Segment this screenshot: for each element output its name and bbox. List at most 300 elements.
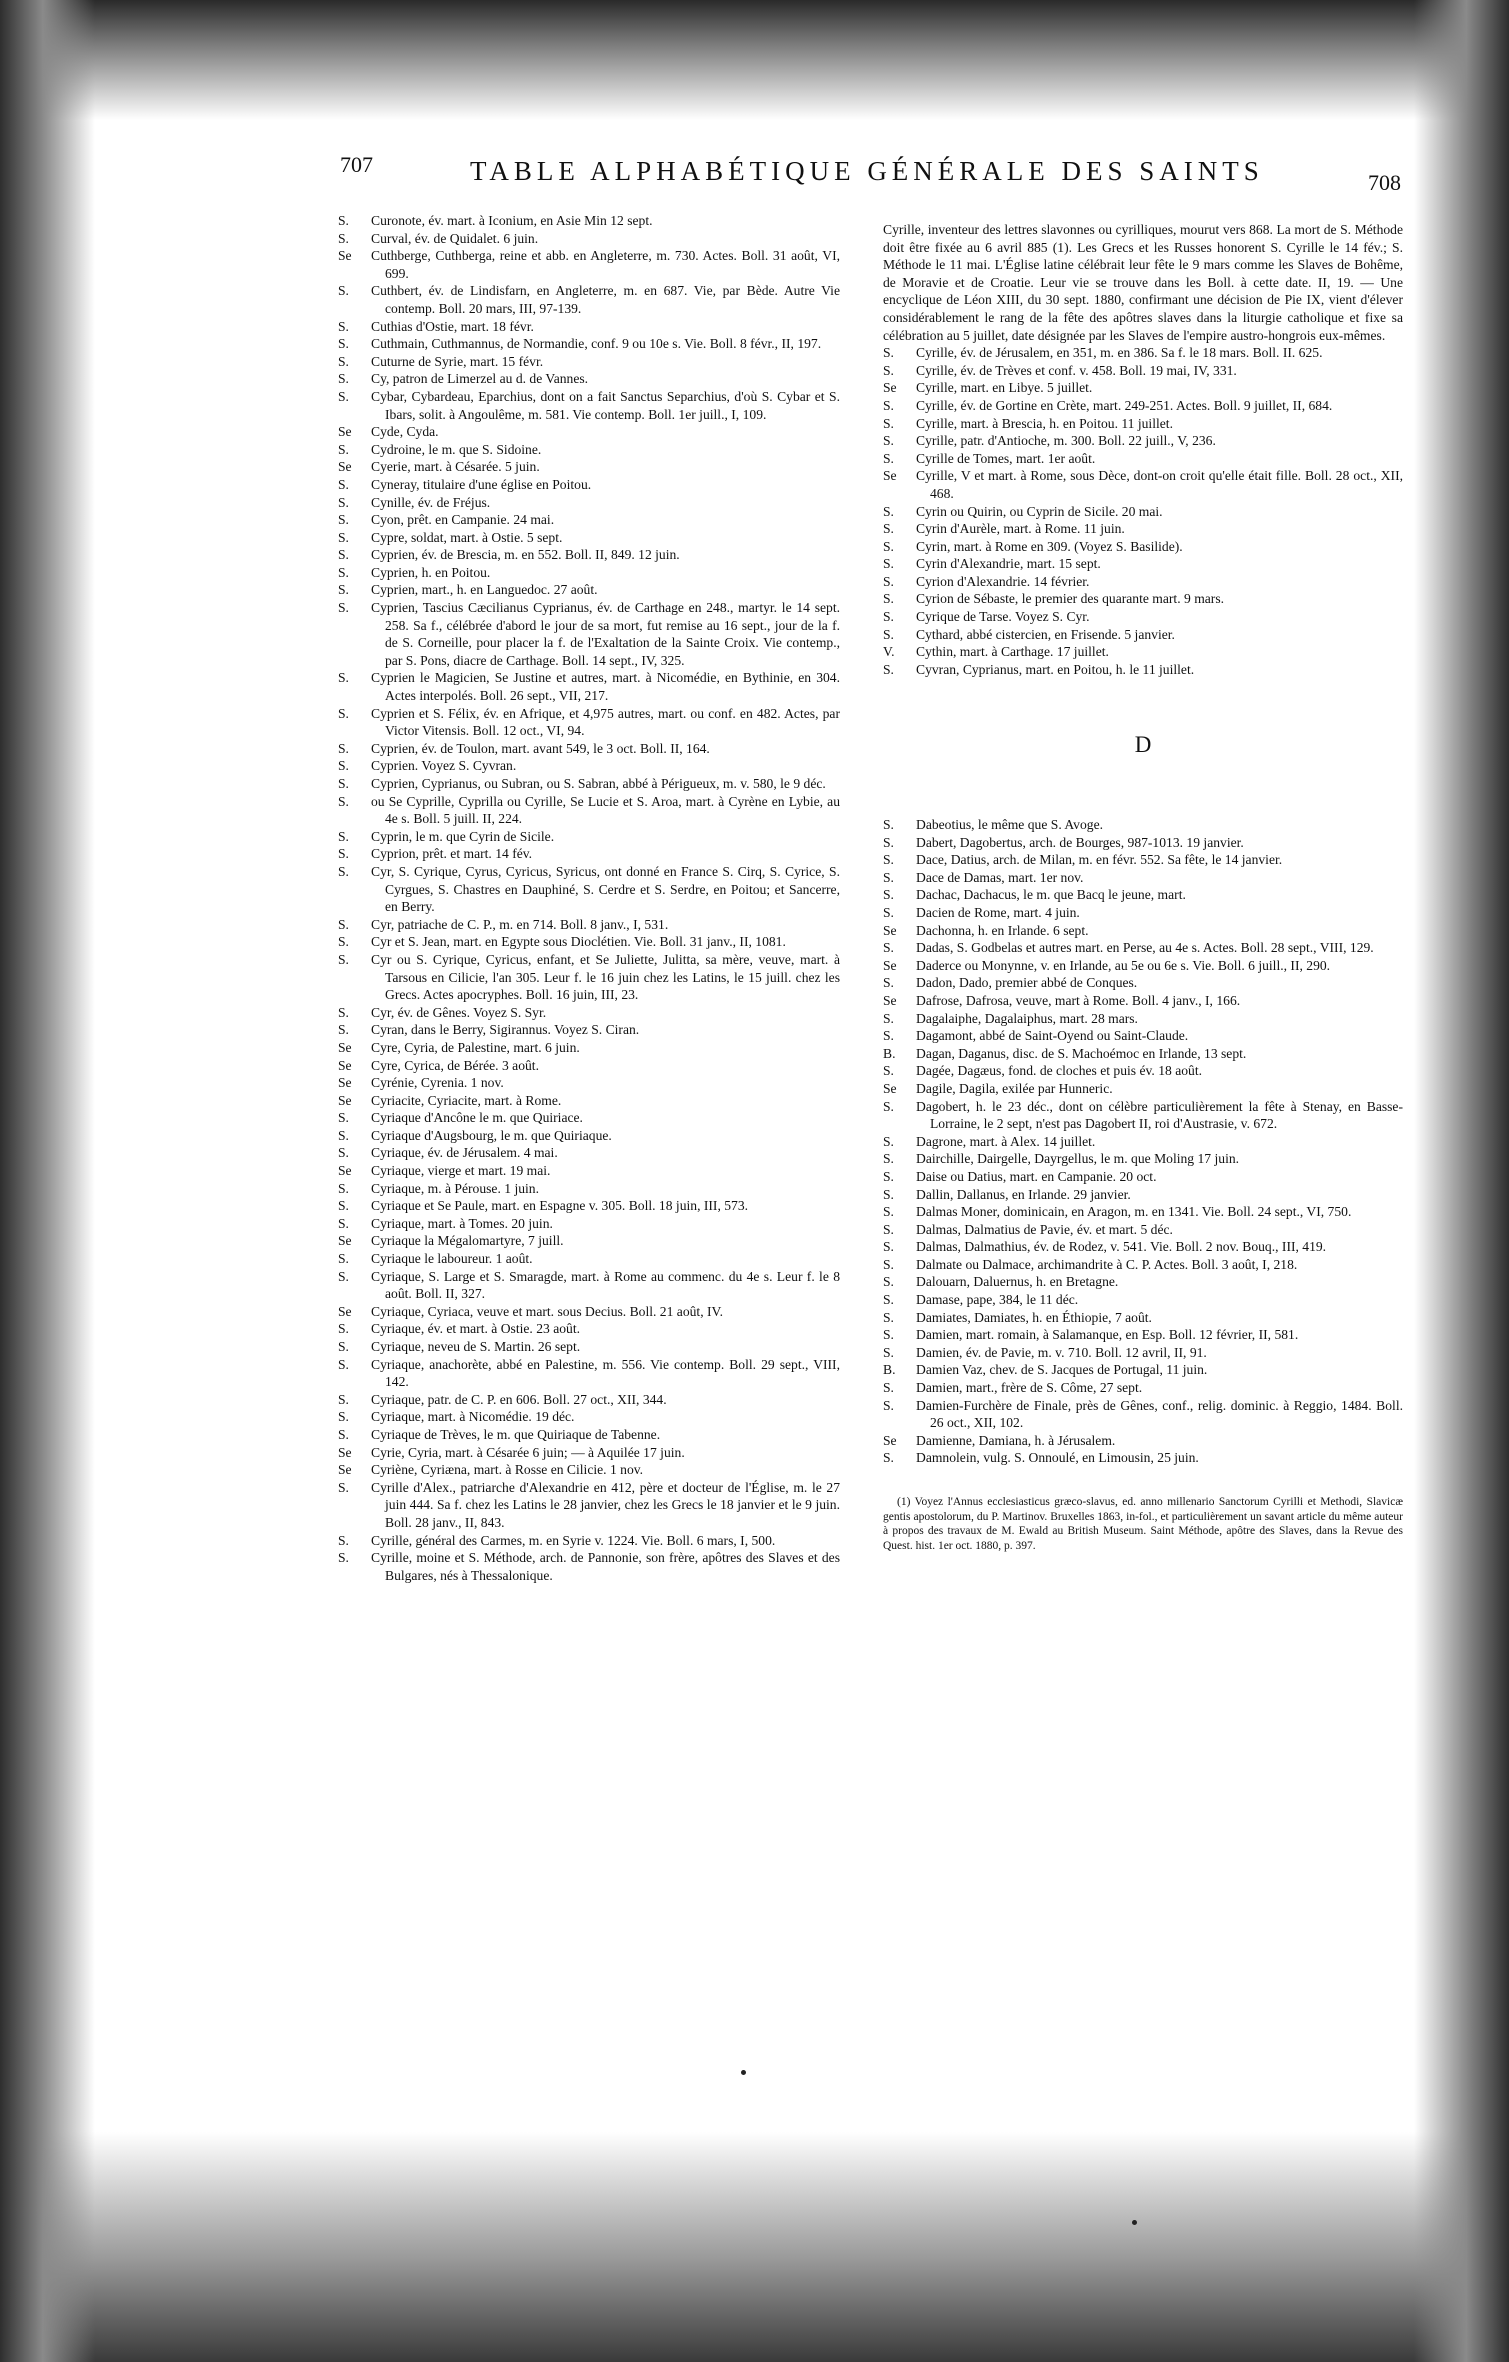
index-entry <box>338 458 840 476</box>
entry-text: Cyrille, général des Carmes, m. en Syrie v. 1224. Vie. Boll. 6 mars, I, 500. <box>371 1532 776 1548</box>
section-letter-d: D <box>1134 732 1152 758</box>
index-entry <box>338 1180 840 1198</box>
entry-prefix: S. <box>883 345 894 361</box>
entry-text: Cyriaque, S. Large et S. Smaragde, mart. à Rome au commenc. du 4e s. Leur f. le 8 août. Boll. II, 327. <box>371 1268 840 1302</box>
entry-prefix: S. <box>883 852 894 868</box>
entry-text: Cyprien. Voyez S. Cyvran. <box>371 758 517 774</box>
entry-prefix: S. <box>883 1168 894 1184</box>
index-entry <box>338 1144 840 1162</box>
entry-prefix: S. <box>883 834 894 850</box>
entry-text: Cyprien, év. de Toulon, mart. avant 549, le 3 oct. Boll. II, 164. <box>371 740 710 756</box>
index-entry <box>883 1256 1403 1274</box>
entry-prefix: S. <box>883 1028 894 1044</box>
index-entry <box>883 1397 1403 1432</box>
index-entry <box>883 573 1403 591</box>
entry-text: Cuthberge, Cuthberga, reine et abb. en Angleterre, m. 730. Actes. Boll. 31 août, VI, 699. <box>371 248 840 281</box>
entry-prefix: Se <box>883 468 897 484</box>
entry-prefix: S. <box>338 951 349 967</box>
entry-text: Cyrion d'Alexandrie. 14 février. <box>916 573 1090 589</box>
entry-prefix: S. <box>338 670 349 686</box>
entry-text: Cyrille, év. de Gortine en Crète, mart. 249-251. Actes. Boll. 9 juillet, II, 684. <box>916 397 1333 413</box>
index-entry <box>338 1004 840 1022</box>
entry-text: Cyriaque le laboureur. 1 août. <box>371 1251 533 1267</box>
index-entry <box>338 282 840 317</box>
entry-text: Cyrille, év. de Trèves et conf. v. 458. Boll. 19 mai, IV, 331. <box>916 362 1237 378</box>
index-entry <box>338 476 840 494</box>
entry-prefix: S. <box>883 887 894 903</box>
entry-prefix: S. <box>883 1239 894 1255</box>
entry-prefix: B. <box>883 1045 896 1061</box>
entry-prefix: S. <box>883 1133 894 1149</box>
index-entry <box>338 1426 840 1444</box>
entry-text: Daderce ou Monynne, v. en Irlande, au 5e ou 6e s. Vie. Boll. 6 juill., II, 290. <box>916 957 1331 973</box>
index-entry <box>883 904 1403 922</box>
entry-text: Cynille, év. de Fréjus. <box>371 494 491 510</box>
entry-text: Cyrion de Sébaste, le premier des quarante mart. 9 mars. <box>916 591 1225 607</box>
index-entry <box>883 974 1403 992</box>
index-entry <box>883 520 1403 538</box>
entry-text: Dabeotius, le même que S. Avoge. <box>916 817 1103 833</box>
index-entry <box>338 775 840 793</box>
index-entry <box>338 1303 840 1321</box>
entry-prefix: S. <box>338 388 349 404</box>
page-number-left: 707 <box>340 152 373 177</box>
entry-text: Cyr, év. de Gênes. Voyez S. Syr. <box>371 1004 547 1020</box>
entry-prefix: S. <box>883 397 894 413</box>
entry-text: Cyriaque, mart. à Tomes. 20 juin. <box>371 1215 553 1231</box>
entry-prefix: S. <box>338 705 349 721</box>
entry-prefix: Se <box>883 1080 897 1096</box>
index-entry <box>338 1320 840 1338</box>
entry-prefix: S. <box>338 476 349 492</box>
entry-prefix: S. <box>338 1127 349 1143</box>
left-column <box>338 212 840 1584</box>
entry-text: Dalmas Moner, dominicain, en Aragon, m. en 1341. Vie. Boll. 24 sept., VI, 750. <box>916 1204 1352 1220</box>
index-entry <box>338 335 840 353</box>
index-entry <box>883 626 1403 644</box>
entry-text: Dagan, Daganus, disc. de S. Machoémoc en Irlande, 13 sept. <box>916 1045 1247 1061</box>
entry-prefix: S. <box>883 433 894 449</box>
entry-text: Cyriaque de Trèves, le m. que Quiriaque de Tabenne. <box>371 1426 661 1442</box>
entry-text: Curonote, év. mart. à Iconium, en Asie Min 12 sept. <box>371 213 653 228</box>
entry-text: Cyr, S. Cyrique, Cyrus, Cyricus, Syricus, ont donné en France S. Cirq, S. Cyrice, S. Cyrgues, S. Chastres en Dauphiné, S. Cerdre et S. Serdre, en Poitou; et Sancerre, en Berry. <box>371 863 840 915</box>
index-entry <box>338 793 840 828</box>
index-entry <box>883 1186 1403 1204</box>
index-entry <box>883 1168 1403 1186</box>
entry-prefix: S. <box>338 1479 349 1495</box>
entry-prefix: Se <box>883 957 897 973</box>
index-entry <box>883 661 1403 679</box>
index-entry <box>883 590 1403 608</box>
entry-text: Cyriaque la Mégalomartyre, 7 juill. <box>371 1233 564 1249</box>
index-entry <box>338 1356 840 1391</box>
entry-prefix: S. <box>883 362 894 378</box>
entry-prefix: S. <box>338 776 349 791</box>
entry-text: Damien-Furchère de Finale, près de Gênes, conf., relig. dominic. à Reggio, 1484. Boll. 26 oct., XII, 102. <box>916 1397 1403 1431</box>
index-entry <box>338 511 840 529</box>
entry-text: Cuthias d'Ostie, mart. 18 févr. <box>371 318 534 334</box>
index-entry <box>883 450 1403 468</box>
index-entry <box>883 362 1403 380</box>
entry-prefix: Se <box>338 1233 352 1249</box>
entry-text: Dadon, Dado, premier abbé de Conques. <box>916 975 1138 991</box>
entry-text: Cydroine, le m. que S. Sidoine. <box>371 441 542 457</box>
entry-text: Dalouarn, Daluernus, h. en Bretagne. <box>916 1274 1119 1290</box>
index-entry <box>883 538 1403 556</box>
entry-text: Cyran, dans le Berry, Sigirannus. Voyez S. Ciran. <box>371 1022 640 1038</box>
entry-prefix: S. <box>338 512 349 528</box>
entry-prefix: S. <box>338 740 349 756</box>
index-entry <box>338 1549 840 1584</box>
entry-prefix: S. <box>338 529 349 545</box>
entry-prefix: S. <box>338 934 349 950</box>
entry-prefix: S. <box>883 661 894 677</box>
entry-text: Cy, patron de Limerzel au d. de Vannes. <box>371 371 589 387</box>
entry-prefix: S. <box>883 905 894 920</box>
entry-text: Cyr, patriache de C. P., m. en 714. Boll. 8 janv., I, 531. <box>371 916 669 932</box>
index-entry <box>338 1215 840 1233</box>
entry-text: Damienne, Damiana, h. à Jérusalem. <box>916 1432 1116 1448</box>
entry-text: Dachac, Dachacus, le m. que Bacq le jeune, mart. <box>916 887 1186 903</box>
index-entry <box>883 1080 1403 1098</box>
index-entry <box>883 851 1403 869</box>
entry-prefix: S. <box>338 1426 349 1442</box>
entry-prefix: S. <box>883 450 894 466</box>
scan-edge-left <box>0 0 95 2362</box>
entry-text: Cyre, Cyrica, de Bérée. 3 août. <box>371 1057 539 1073</box>
entry-text: Cyriaque, év. et mart. à Ostie. 23 août. <box>371 1321 581 1337</box>
entry-prefix: S. <box>338 1251 349 1267</box>
index-entry <box>883 1062 1403 1080</box>
index-entry <box>338 916 840 934</box>
entry-text: Damien, év. de Pavie, m. v. 710. Boll. 12 avril, II, 91. <box>916 1344 1207 1360</box>
ink-speck <box>1132 2220 1137 2225</box>
entry-text: Dagamont, abbé de Saint-Oyend ou Saint-Claude. <box>916 1028 1189 1044</box>
entry-text: Cyriaque et Se Paule, mart. en Espagne v. 305. Boll. 18 juin, III, 573. <box>371 1198 749 1214</box>
running-head-title: TABLE ALPHABÉTIQUE GÉNÉRALE DES SAINTS <box>470 156 1264 186</box>
index-entry <box>338 441 840 459</box>
entry-prefix: S. <box>883 817 894 833</box>
entry-text: Cyde, Cyda. <box>371 424 439 440</box>
entry-text: Cuturne de Syrie, mart. 15 févr. <box>371 353 544 369</box>
index-entry <box>338 1162 840 1180</box>
entry-text: Damiates, Damiates, h. en Éthiopie, 7 août. <box>916 1309 1152 1325</box>
entry-text: Dagile, Dagila, exilée par Hunneric. <box>916 1080 1113 1096</box>
entry-text: Dabert, Dagobertus, arch. de Bourges, 987-1013. 19 janvier. <box>916 834 1244 850</box>
entry-prefix: S. <box>883 573 894 589</box>
entry-text: Cyrie, Cyria, mart. à Césarée 6 juin; — à Aquilée 17 juin. <box>371 1444 685 1460</box>
entry-text: Cyrin d'Aurèle, mart. à Rome. 11 juin. <box>916 521 1125 537</box>
entry-prefix: S. <box>883 940 894 956</box>
entry-text: Cyneray, titulaire d'une église en Poitou. <box>371 476 592 492</box>
index-entry <box>338 1408 840 1426</box>
entry-prefix: Se <box>338 1039 352 1055</box>
entry-prefix: S. <box>883 1098 894 1114</box>
entry-prefix: S. <box>338 213 349 228</box>
entry-text: Cyriène, Cyriæna, mart. à Rosse en Cilicie. 1 nov. <box>371 1462 644 1478</box>
entry-prefix: S. <box>883 1063 894 1079</box>
entry-prefix: Se <box>338 1444 352 1460</box>
entry-text: Dalmas, Dalmathius, év. de Rodez, v. 541. Vie. Boll. 2 nov. Bouq., III, 419. <box>916 1239 1327 1255</box>
entry-text: Cyr ou S. Cyrique, Cyricus, enfant, et Se Juliette, Julitta, sa mère, veuve, mart. à Tarsous en Cilicie, l'an 305. Leur f. le 16 juin chez les Latins, le 15 juill. chez les Grecs. Actes apocryphes. Boll. 16 juin, III, 23. <box>371 951 840 1003</box>
entry-text: Cyprion, prêt. et mart. 14 fév. <box>371 846 533 862</box>
entry-text: Dacien de Rome, mart. 4 juin. <box>916 905 1080 920</box>
entry-prefix: S. <box>883 1344 894 1360</box>
entry-prefix: S. <box>338 353 349 369</box>
index-entry <box>338 1092 840 1110</box>
entry-text: Cyriacite, Cyriacite, mart. à Rome. <box>371 1092 562 1108</box>
entry-text: Cyprien, mart., h. en Languedoc. 27 août. <box>371 582 598 598</box>
entry-text: Cyriaque, patr. de C. P. en 606. Boll. 27 oct., XII, 344. <box>371 1391 667 1407</box>
index-entry <box>338 423 840 441</box>
entry-prefix: S. <box>883 1151 894 1167</box>
entry-text: Dalmate ou Dalmace, archimandrite à C. P. Actes. Boll. 3 août, I, 218. <box>916 1256 1298 1272</box>
index-entry <box>883 1098 1403 1133</box>
entry-prefix: S. <box>338 1004 349 1020</box>
index-entry <box>883 415 1403 433</box>
entry-text: Curval, év. de Quidalet. 6 juin. <box>371 230 539 246</box>
index-entry <box>338 230 840 248</box>
index-entry <box>338 1127 840 1145</box>
index-entry <box>338 1479 840 1532</box>
entry-text: Cyrille, moine et S. Méthode, arch. de Pannonie, son frère, apôtres des Slaves et des Bulgares, nés à Thessalonique. <box>371 1550 840 1583</box>
index-entry <box>883 1027 1403 1045</box>
entry-prefix: S. <box>883 1380 894 1396</box>
index-entry <box>338 933 840 951</box>
entry-text: Dagée, Dagæus, fond. de cloches et puis év. 18 août. <box>916 1063 1203 1079</box>
entry-text: Cyriaque d'Augsbourg, le m. que Quiriaque. <box>371 1127 612 1143</box>
index-entry <box>883 816 1403 834</box>
index-entry <box>883 869 1403 887</box>
index-entry <box>338 1391 840 1409</box>
entry-prefix: S. <box>338 863 349 879</box>
entries-d <box>883 816 1403 1467</box>
entry-text: Dallin, Dallanus, en Irlande. 29 janvier. <box>916 1186 1131 1202</box>
entry-text: Cyprien, h. en Poitou. <box>371 564 491 580</box>
entry-text: Dagobert, h. le 23 déc., dont on célèbre particulièrement la fête à Stenay, en Basse-Lorraine, le 2 sept, n'est pas Dagobert II, roi d'Austrasie, v. 672. <box>916 1098 1403 1132</box>
entry-text: Cythin, mart. à Carthage. 17 juillet. <box>916 644 1109 660</box>
entry-text: Cuthmain, Cuthmannus, de Normandie, conf. 9 ou 10e s. Vie. Boll. 8 févr., II, 197. <box>371 336 822 352</box>
index-entry <box>883 1273 1403 1291</box>
entry-text: Dagalaiphe, Dagalaiphus, mart. 28 mars. <box>916 1010 1138 1026</box>
entry-text: Cyriaque, anachorète, abbé en Palestine, m. 556. Vie contemp. Boll. 29 sept., VIII, 142. <box>371 1356 840 1390</box>
index-entry <box>883 344 1403 362</box>
entry-text: Damien Vaz, chev. de S. Jacques de Portugal, 11 juin. <box>916 1362 1208 1378</box>
entry-text: Cypre, soldat, mart. à Ostie. 5 sept. <box>371 529 563 545</box>
entry-text: Damnolein, vulg. S. Onnoulé, en Limousin, 25 juin. <box>916 1450 1199 1466</box>
entry-text: Cyriaque, vierge et mart. 19 mai. <box>371 1163 551 1179</box>
index-entry <box>338 581 840 599</box>
entry-prefix: S. <box>338 1110 349 1126</box>
entry-prefix: B. <box>883 1362 896 1378</box>
index-entry <box>338 1197 840 1215</box>
entry-prefix: V. <box>883 644 895 660</box>
index-entry <box>883 1432 1403 1450</box>
index-entry <box>883 1150 1403 1168</box>
index-entry <box>338 951 840 1004</box>
right-column <box>883 221 1403 1565</box>
entry-prefix: S. <box>883 591 894 607</box>
index-entry <box>338 388 840 423</box>
index-entry <box>338 1074 840 1092</box>
entry-prefix: S. <box>338 1391 349 1407</box>
index-entry <box>883 397 1403 415</box>
entry-text: Cyriaque, m. à Pérouse. 1 juin. <box>371 1180 540 1196</box>
entry-prefix: Se <box>338 1092 352 1108</box>
entry-text: Cyrénie, Cyrenia. 1 nov. <box>371 1075 504 1091</box>
entry-prefix: Se <box>338 1057 352 1073</box>
index-entry <box>338 1057 840 1075</box>
entry-text: Cyrille d'Alex., patriarche d'Alexandrie en 412, père et docteur de l'Église, m. le 27 juin 444. Sa f. chez les Latins le 28 janvier, chez les Grecs le 18 janvier et le 9 juin. Boll. 28 janv., II, 843. <box>371 1479 840 1530</box>
entry-text: Cyriaque d'Ancône le m. que Quiriace. <box>371 1110 583 1126</box>
index-entry <box>883 1010 1403 1028</box>
entry-prefix: S. <box>338 494 349 510</box>
entry-text: Dadas, S. Godbelas et autres mart. en Perse, au 4e s. Actes. Boll. 28 sept., VIII, 129. <box>916 940 1374 956</box>
entry-text: Cyprien, Tascius Cæcilianus Cyprianus, év. de Carthage en 248., martyr. le 14 sept. 258. Sa f., célébrée d'abord le jour de sa mort, fut remise au 16 sept., jour de la f. de S. Corneille, pour placer la f. de l'Exaltation de la Sainte Croix. Vie contemp., par S. Pons, diacre de Carthage. Boll. 14 sept., IV, 325. <box>371 600 840 668</box>
entry-text: Cythard, abbé cistercien, en Frisende. 5 janvier. <box>916 626 1175 642</box>
entry-prefix: S. <box>883 1327 894 1343</box>
index-entry <box>883 608 1403 626</box>
index-entry <box>883 432 1403 450</box>
footnote: (1) Voyez l'Annus ecclesiasticus græco-slavus, ed. anno millenario Sanctorum Cyrilli et Methodi, Slavicæ gentis apostolorum, du P. Martinov. Bruxelles 1863, in-fol., et particulièrement un savant article du même auteur à propos des travaux de M. Ewald au British Museum. Saint Méthode, apôtre des Slaves, dans la Revue des Quest. hist. 1er oct. 1880, p. 397. <box>883 1496 1403 1552</box>
entry-prefix: S. <box>883 975 894 991</box>
entry-prefix: S. <box>338 916 349 932</box>
index-entry <box>883 834 1403 852</box>
index-entry <box>338 705 840 740</box>
scan-edge-bottom <box>0 2132 1509 2362</box>
entry-text: Dagrone, mart. à Alex. 14 juillet. <box>916 1133 1096 1149</box>
index-entry <box>883 1238 1403 1256</box>
entry-prefix: Se <box>338 1163 352 1179</box>
index-entry <box>338 1461 840 1479</box>
index-entry <box>883 467 1403 502</box>
entry-text: Cyon, prêt. en Campanie. 24 mai. <box>371 512 555 528</box>
index-entry <box>883 1326 1403 1344</box>
entry-prefix: S. <box>883 415 894 431</box>
index-entry <box>883 1203 1403 1221</box>
entry-text: Cyrin, mart. à Rome en 309. (Voyez S. Basilide). <box>916 538 1183 554</box>
index-entry <box>883 939 1403 957</box>
entry-prefix: S. <box>338 582 349 598</box>
entry-text: Dalmas, Dalmatius de Pavie, év. et mart. 5 déc. <box>916 1221 1173 1237</box>
entry-prefix: S. <box>883 1274 894 1290</box>
entry-text: Cyrille, V et mart. à Rome, sous Dèce, dont-on croit qu'elle était fille. Boll. 28 oct., XII, 468. <box>916 468 1403 501</box>
index-entry <box>338 863 840 916</box>
entry-prefix: S. <box>338 230 349 246</box>
entry-text: Cyprien et S. Félix, év. en Afrique, et 4,975 autres, mart. ou conf. en 482. Actes, par Victor Vitensis. Boll. 12 oct., VI, 94. <box>371 705 840 739</box>
index-entry <box>338 828 840 846</box>
entry-text: Cyrille, patr. d'Antioche, m. 300. Boll. 22 juill., V, 236. <box>916 433 1216 449</box>
entry-text: Cyerie, mart. à Césarée. 5 juin. <box>371 459 540 475</box>
entry-text: Cyriaque, Cyriaca, veuve et mart. sous Decius. Boll. 21 août, IV. <box>371 1303 723 1319</box>
index-entry <box>883 1221 1403 1239</box>
index-entry <box>338 564 840 582</box>
ink-speck <box>741 2070 746 2075</box>
entry-prefix: S. <box>883 609 894 625</box>
entry-prefix: Se <box>883 380 897 396</box>
index-entry <box>338 546 840 564</box>
entry-prefix: Se <box>338 1075 352 1091</box>
index-entry <box>883 1449 1403 1467</box>
entry-prefix: S. <box>883 1010 894 1026</box>
entry-prefix: Se <box>883 1432 897 1448</box>
entry-text: Cyriaque, év. de Jérusalem. 4 mai. <box>371 1145 558 1161</box>
entry-prefix: S. <box>338 441 349 457</box>
entry-text: Dace, Datius, arch. de Milan, m. en févr. 552. Sa fête, le 14 janvier. <box>916 852 1283 868</box>
entry-prefix: S. <box>338 758 349 774</box>
entry-prefix: S. <box>883 521 894 537</box>
index-entry <box>883 1344 1403 1362</box>
index-entry <box>338 1532 840 1550</box>
index-entry <box>338 1021 840 1039</box>
entry-text: Dafrose, Dafrosa, veuve, mart à Rome. Boll. 4 janv., I, 166. <box>916 992 1241 1008</box>
entry-prefix: S. <box>338 336 349 352</box>
entry-text: Cybar, Cybardeau, Eparchius, dont on a fait Sanctus Separchius, d'où S. Cybar et S. Ibars, solit. à Angoulême, m. 581. Vie contemp. Boll. 1er juill., I, 109. <box>371 388 840 422</box>
index-entry <box>883 1133 1403 1151</box>
entry-prefix: S. <box>338 1215 349 1231</box>
entry-prefix: S. <box>883 1397 894 1413</box>
entry-prefix: S. <box>338 1532 349 1548</box>
entry-prefix: S. <box>338 600 349 616</box>
entry-text: Cyrin ou Quirin, ou Cyprin de Sicile. 20 mai. <box>916 503 1163 519</box>
entry-prefix: Se <box>883 992 897 1008</box>
index-entry <box>338 1232 840 1250</box>
scan-edge-top <box>0 0 1509 120</box>
entry-prefix: Se <box>338 1462 352 1478</box>
index-entry <box>883 503 1403 521</box>
index-entry <box>883 643 1403 661</box>
entry-prefix: S. <box>338 1180 349 1196</box>
entry-prefix: S. <box>883 869 894 885</box>
entry-text: Cyrille, év. de Jérusalem, en 351, m. en 386. Sa f. le 18 mars. Boll. II. 625. <box>916 345 1323 361</box>
index-entry <box>338 247 840 282</box>
entry-text: Cyrille de Tomes, mart. 1er août. <box>916 450 1096 466</box>
index-entry <box>883 992 1403 1010</box>
entry-text: Damien, mart. romain, à Salamanque, en Esp. Boll. 12 février, II, 581. <box>916 1327 1299 1343</box>
index-entry <box>883 1361 1403 1379</box>
entry-prefix: S. <box>338 1022 349 1038</box>
index-entry <box>883 379 1403 397</box>
index-entry <box>338 318 840 336</box>
entry-prefix: S. <box>338 828 349 844</box>
index-entry <box>883 1379 1403 1397</box>
index-entry <box>338 1039 840 1057</box>
entry-prefix: S. <box>883 1450 894 1466</box>
entry-text: Cyrin d'Alexandrie, mart. 15 sept. <box>916 556 1101 572</box>
entry-text: Cyre, Cyria, de Palestine, mart. 6 juin. <box>371 1039 580 1055</box>
entry-text: ou Se Cyprille, Cyprilla ou Cyrille, Se Lucie et S. Aroa, mart. à Cyrène en Lybie, au 4e s. Boll. 5 juill. II, 224. <box>371 793 840 827</box>
entry-text: Cyprien, év. de Brescia, m. en 552. Boll. II, 849. 12 juin. <box>371 547 680 563</box>
entry-text: Cyr et S. Jean, mart. en Egypte sous Dioclétien. Vie. Boll. 31 janv., II, 1081. <box>371 934 786 950</box>
index-entry <box>883 922 1403 940</box>
entry-prefix: S. <box>883 503 894 519</box>
index-entry <box>338 494 840 512</box>
entry-prefix: S. <box>338 793 349 809</box>
entry-prefix: S. <box>338 1409 349 1425</box>
entry-text: Dairchille, Dairgelle, Dayrgellus, le m. que Moling 17 juin. <box>916 1151 1240 1167</box>
entry-text: Daise ou Datius, mart. en Campanie. 20 oct. <box>916 1168 1157 1184</box>
entry-prefix: Se <box>338 248 352 264</box>
entry-prefix: S. <box>338 1550 349 1566</box>
entries-c-continued <box>883 344 1403 678</box>
scan-edge-right <box>1414 0 1509 2362</box>
index-entry <box>338 845 840 863</box>
index-entry <box>338 757 840 775</box>
entry-text: Cyrille, mart. en Libye. 5 juillet. <box>916 380 1093 396</box>
entry-prefix: S. <box>883 626 894 642</box>
index-entry <box>338 212 840 230</box>
entry-prefix: Se <box>338 1303 352 1319</box>
